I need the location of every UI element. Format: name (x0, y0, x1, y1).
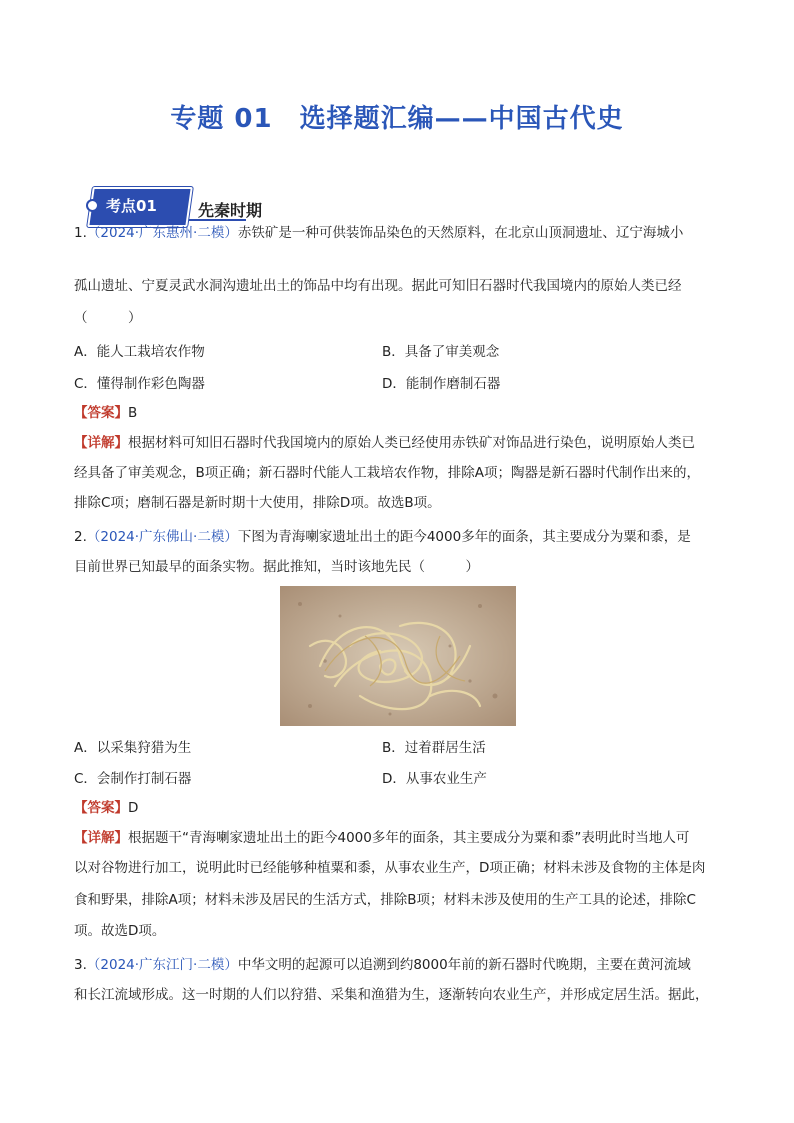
q2-answer-label: 【答案】 (74, 800, 128, 816)
q1-detail-line1 (74, 433, 734, 453)
q1-detail-line3: 排除C项；磨制石器是新时期十大使用，排除D项。故选B项。 (74, 495, 441, 511)
q2-stem-line1 (74, 527, 734, 547)
q2-number: 2. (74, 529, 87, 545)
q2-detail-line4: 项。故选D项。 (74, 923, 166, 939)
q2-source: （2024·广东佛山·二模） (86, 529, 238, 545)
page-title: 专题 01 选择题汇编——中国古代史 (170, 104, 624, 134)
q3-text1: 中华文明的起源可以追溯到约8000年前的新石器时代晚期，主要在黄河流域 (237, 957, 691, 973)
q2-detail-text1: 根据题干“青海喇家遗址出土的距今4000多年的面条，其主要成分为粟和黍”表明此时当地人可 (128, 830, 690, 846)
q3-number: 3. (74, 957, 87, 973)
q1-option-b: B．具备了审美观念 (382, 344, 500, 360)
q1-option-c: C．懂得制作彩色陶器 (74, 376, 205, 392)
q2-detail-label: 【详解】 (74, 830, 128, 846)
q2-option-c: C．会制作打制石器 (74, 771, 192, 787)
q3-source: （2024·广东江门·二模） (86, 957, 238, 973)
badge-dot-icon (86, 199, 99, 212)
q2-detail-line2: 以对谷物进行加工，说明此时已经能够种植粟和黍，从事农业生产，D项正确；材料未涉及食物的主体是肉 (74, 860, 706, 876)
q1-answer-value: B (128, 405, 138, 421)
q1-answer-label: 【答案】 (74, 405, 128, 421)
q2-answer-value: D (128, 800, 139, 816)
q1-option-a: A．能人工栽培农作物 (74, 344, 205, 360)
q1-detail-label: 【详解】 (74, 435, 128, 451)
q2-option-d: D．从事农业生产 (382, 771, 487, 787)
q1-text1: 赤铁矿是一种可供装饰品染色的天然原料，在北京山顶洞遗址、辽宁海城小 (237, 225, 684, 241)
q3-stem-line2: 和长江流域形成。这一时期的人们以狩猎、采集和渔猎为生，逐渐转向农业生产，并形成定居生活。据此， (74, 987, 709, 1003)
q1-option-d: D．能制作磨制石器 (382, 376, 501, 392)
q1-detail-line2: 经具备了审美观念，B项正确；新石器时代能人工栽培农作物，排除A项；陶器是新石器时代制作出来的， (74, 465, 700, 481)
q2-detail-line1 (74, 828, 734, 848)
q1-stem-line1 (74, 223, 734, 243)
q1-number: 1. (74, 225, 87, 241)
q2-text1: 下图为青海喇家遗址出土的距今4000多年的面条，其主要成分为粟和黍，是 (237, 529, 691, 545)
q1-detail-text1: 根据材料可知旧石器时代我国境内的原始人类已经使用赤铁矿对饰品进行染色，说明原始人类已 (128, 435, 695, 451)
q1-source: （2024·广东惠州·二模） (86, 225, 238, 241)
noodle-photo-graphic (280, 586, 516, 726)
q2-detail-line3: 食和野果，排除A项；材料未涉及居民的生活方式，排除B项；材料未涉及使用的生产工具的论述，排除C (74, 892, 696, 908)
q3-stem-line1 (74, 955, 734, 975)
q2-option-b: B．过着群居生活 (382, 740, 486, 756)
noodle-photo (280, 586, 516, 726)
section-title: 先秦时期 (198, 201, 263, 220)
q1-answer (74, 403, 734, 423)
q1-stem-line2: 孤山遗址、宁夏灵武水洞沟遗址出土的饰品中均有出现。据此可知旧石器时代我国境内的原始人类已经 (74, 278, 682, 294)
q1-stem-line3: （ ） (74, 310, 142, 326)
q2-option-a: A．以采集狩猎为生 (74, 740, 192, 756)
q2-stem-line2: 目前世界已知最早的面条实物。据此推知，当时该地先民（ ） (74, 559, 479, 575)
badge-label: 考点01 (106, 197, 157, 215)
q2-answer (74, 798, 734, 818)
